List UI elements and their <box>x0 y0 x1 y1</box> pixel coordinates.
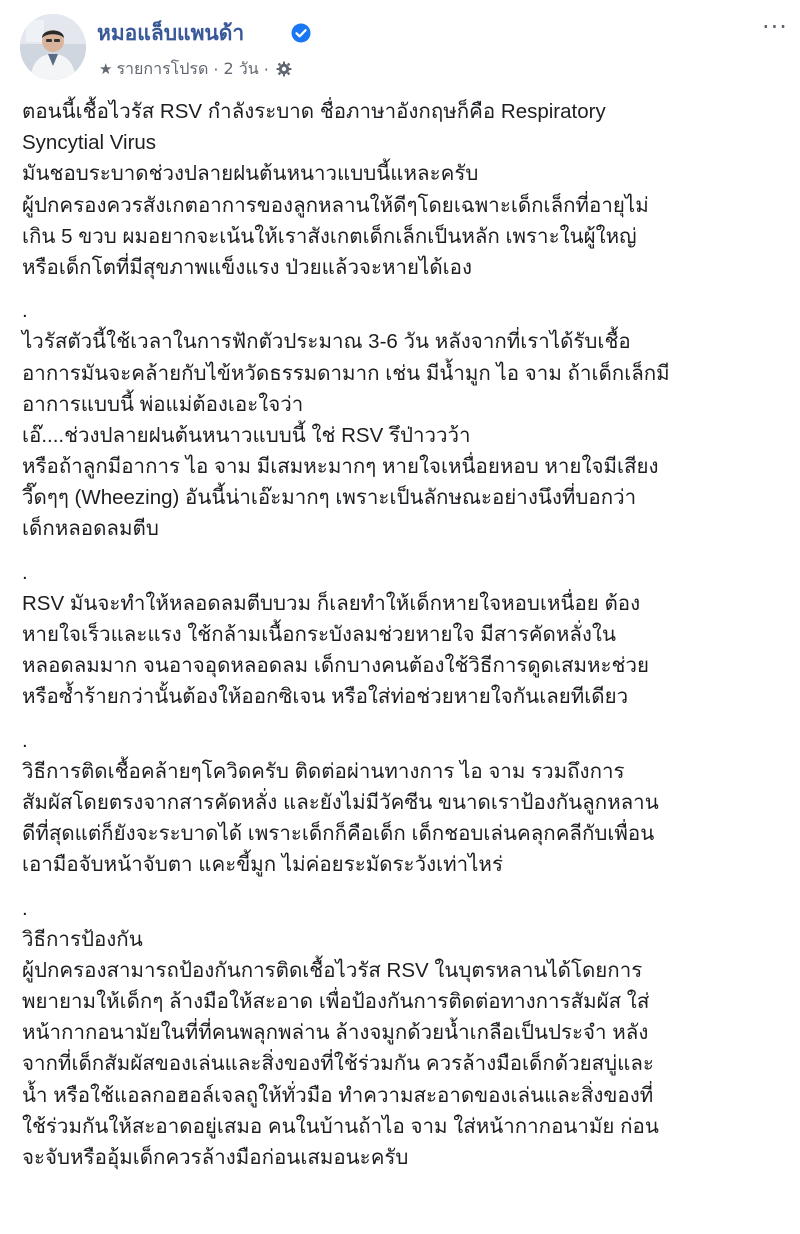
body-line: วิธีการป้องกัน <box>22 927 143 951</box>
paragraph-gap <box>22 283 788 295</box>
post-body <box>22 96 788 1173</box>
paragraph-gap <box>22 713 788 725</box>
post-header <box>0 0 800 96</box>
post-paragraph-4 <box>22 756 788 881</box>
avatar[interactable] <box>20 14 86 80</box>
more-options-icon: ··· <box>762 13 788 41</box>
paragraph-divider: . <box>22 560 28 584</box>
paragraph-gap <box>22 545 788 557</box>
more-options-button[interactable] <box>758 12 792 44</box>
post-paragraph-5 <box>22 924 788 1174</box>
verified-badge-icon <box>291 23 311 43</box>
body-line: เอามือจับหน้าจับตา แคะขี้มูก ไม่ค่อยระมัดระวังเท่าไหร่ <box>22 853 503 877</box>
paragraph-divider: . <box>22 728 28 752</box>
body-line: สัมผัสโดยตรงจากสารคัดหลั่ง และยังไม่มีวัคซีน ขนาดเราป้องกันลูกหลาน <box>22 790 659 814</box>
post-meta <box>99 58 292 80</box>
body-line: หน้ากากอนามัยในที่ที่คนพลุกพล่าน ล้างจมูกด้วยน้ำเกลือเป็นประจำ หลัง <box>22 1021 649 1045</box>
body-line: จากที่เด็กสัมผัสของเล่นและสิ่งของที่ใช้ร่วมกัน ควรล้างมือเด็กด้วยสบู่และ <box>22 1052 654 1076</box>
post-timestamp[interactable]: 2 วัน <box>223 58 259 78</box>
body-line: น้ำ หรือใช้แอลกอฮอล์เจลถูให้ทั่วมือ ทำความสะอาดของเล่นและสิ่งของที่ <box>22 1083 654 1107</box>
body-line: เด็กหลอดลมตีบ <box>22 517 159 541</box>
body-line: วี๊ดๆๆ (Wheezing) อันนี้น่าเอ๊ะมากๆ เพราะเป็นลักษณะอย่างนึงที่บอกว่า <box>22 486 637 510</box>
body-line: ใช้ร่วมกันให้สะอาดอยู่เสมอ คนในบ้านถ้าไอ จาม ใส่หน้ากากอนามัย ก่อน <box>22 1114 659 1138</box>
paragraph-divider: . <box>22 896 28 920</box>
post-paragraph-3 <box>22 588 788 713</box>
body-line: หรือเด็กโตที่มีสุขภาพแข็งแรง ป่วยแล้วจะหายได้เอง <box>22 255 472 279</box>
body-line: หายใจเร็วและแรง ใช้กล้ามเนื้อกระบังลมช่วยหายใจ มีสารคัดหลั่งใน <box>22 623 616 646</box>
body-line: หรือถ้าลูกมีอาการ ไอ จาม มีเสมหะมากๆ หายใจเหนื่อยหอบ หายใจมีเสียง <box>22 455 659 479</box>
body-line: จะจับหรืออุ้มเด็กควรล้างมือก่อนเสมอนะครับ <box>22 1146 409 1169</box>
meta-separator: · <box>263 59 269 79</box>
body-line: หลอดลมมาก จนอาจอุดหลอดลม เด็กบางคนต้องใช้วิธีการดูดเสมหะช่วย <box>22 654 649 678</box>
body-line: ผู้ปกครองควรสังเกตอาการของลูกหลานให้ดีๆโดยเฉพาะเด็กเล็กที่อายุไม่ <box>22 193 649 217</box>
avatar-image <box>20 14 86 80</box>
meta-separator: · <box>213 59 219 79</box>
privacy-label[interactable]: รายการโปรด <box>116 58 209 78</box>
body-line: อาการแบบนี้ พ่อแม่ต้องเอะใจว่า <box>22 392 304 416</box>
post-paragraph-2 <box>22 326 788 544</box>
body-line: เอ๊....ช่วงปลายฝนต้นหนาวแบบนี้ ใช่ RSV รึป่าววว้า <box>22 423 471 447</box>
body-line: เกิน 5 ขวบ ผมอยากจะเน้นให้เราสังเกตเด็กเล็กเป็นหลัก เพราะในผู้ใหญ่ <box>22 224 637 248</box>
body-line: หรือซ้ำร้ายกว่านั้นต้องให้ออกซิเจน หรือใส่ท่อช่วยหายใจกันเลยทีเดียว <box>22 685 629 709</box>
body-line: อาการมันจะคล้ายกับไข้หวัดธรรมดามาก เช่น มีน้ำมูก ไอ จาม ถ้าเด็กเล็กมี <box>22 361 670 385</box>
paragraph-divider: . <box>22 299 28 323</box>
body-line: RSV มันจะทำให้หลอดลมตีบบวม ก็เลยทำให้เด็กหายใจหอบเหนื่อย ต้อง <box>22 591 641 615</box>
globe-icon[interactable] <box>276 61 292 77</box>
star-icon: ★ <box>99 60 113 78</box>
body-line: พยายามให้เด็กๆ ล้างมือให้สะอาด เพื่อป้องกันการติดต่อทางการสัมผัส ใส่ <box>22 990 650 1014</box>
body-line: ตอนนี้เชื้อไวรัส RSV กำลังระบาด ชื่อภาษาอังกฤษก็คือ Respiratory <box>22 100 606 123</box>
body-line: ผู้ปกครองสามารถป้องกันการติดเชื้อไวรัส RSV ในบุตรหลานได้โดยการ <box>22 958 643 982</box>
body-line: ไวรัสตัวนี้ใช้เวลาในการฟักตัวประมาณ 3-6 วัน หลังจากที่เราได้รับเชื้อ <box>22 330 631 354</box>
body-line: Syncytial Virus <box>22 131 157 155</box>
body-line: วิธีการติดเชื้อคล้ายๆโควิดครับ ติดต่อผ่านทางการ ไอ จาม รวมถึงการ <box>22 759 625 783</box>
post-paragraph-1 <box>22 96 788 283</box>
body-line: ดีที่สุดแต่ก็ยังจะระบาดได้ เพราะเด็กก็คือเด็ก เด็กชอบเล่นคลุกคลีกับเพื่อน <box>22 822 655 846</box>
author-name-link[interactable]: หมอแล็บแพนด้า <box>97 21 245 45</box>
paragraph-gap <box>22 881 788 893</box>
body-line: มันชอบระบาดช่วงปลายฝนต้นหนาวแบบนี้แหละครับ <box>22 162 479 186</box>
